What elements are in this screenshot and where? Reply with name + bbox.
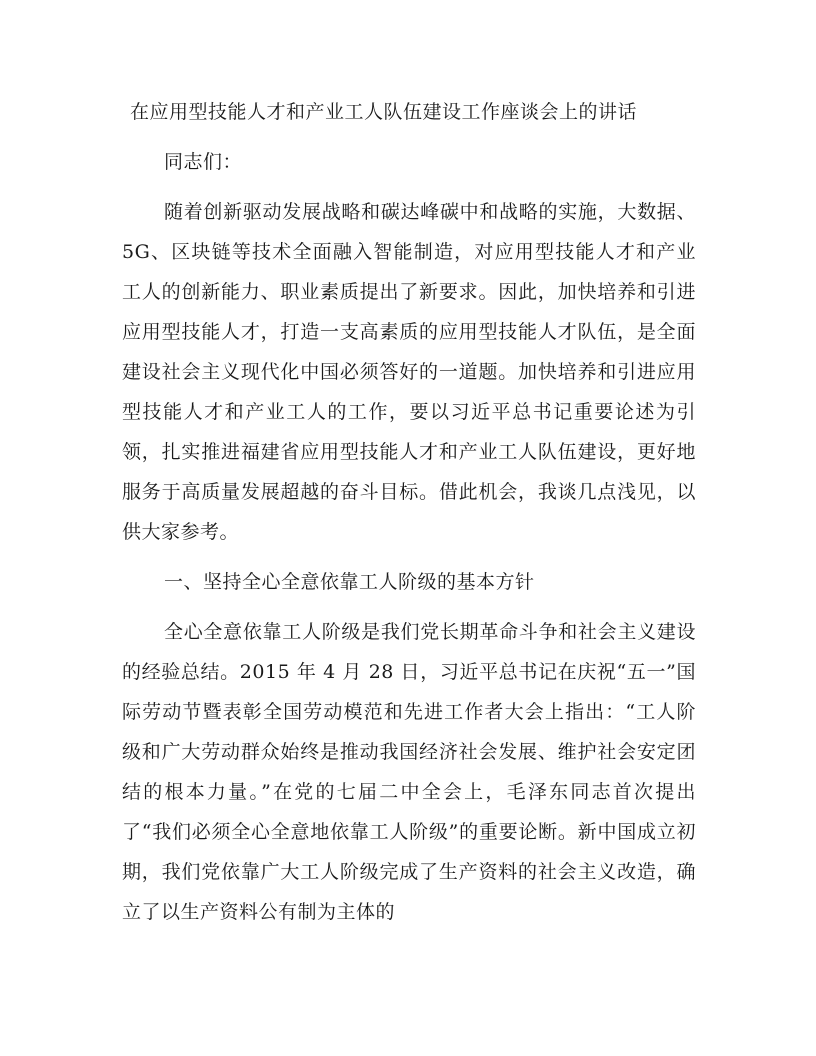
speech-title: 在应用型技能人才和产业工人队伍建设工作座谈会上的讲话 <box>130 101 638 123</box>
intro-paragraph: 随着创新驱动发展战略和碳达峰碳中和战略的实施，大数据、5G、区块链等技术全面融入智能制造，对应用型技能人才和产业工人的创新能力、职业素质提出了新要求。因此，加快培养和引进应用型技能人才，打造一支高素质的应用型技能人才队伍，是全面建设社会主义现代化中国必须答好的一道题。加快培养和引进应用型技能人才和产业工人的工作，要以习近平总书记重要论述为引领，扎实推进福建省应用型技能人才和产业工人队伍建设，更好地服务于高质量发展超越的奋斗目标。借此机会，我谈几点浅见，以供大家参考。 <box>122 201 696 543</box>
section-heading: 一、坚持全心全意依靠工人阶级的基本方针 <box>164 571 535 593</box>
document-body <box>122 92 696 932</box>
salutation: 同志们： <box>164 151 243 173</box>
section-paragraph: 全心全意依靠工人阶级是我们党长期革命斗争和社会主义建设的经验总结。2015 年 4 月 28 日，习近平总书记在庆祝“五一”国际劳动节暨表彰全国劳动模范和先进工作者大会上指出：“工人阶级和广大劳动群众始终是推动我国经济社会发展、维护社会安定团结的根本力量。”在党的七届二中全会上，毛泽东同志首次提出了“我们必须全心全意地依靠工人阶级”的重要论断。新中国成立初期，我们党依靠广大工人阶级完成了生产资料的社会主义改造，确立了以生产资料公有制为主体的 <box>122 621 696 923</box>
